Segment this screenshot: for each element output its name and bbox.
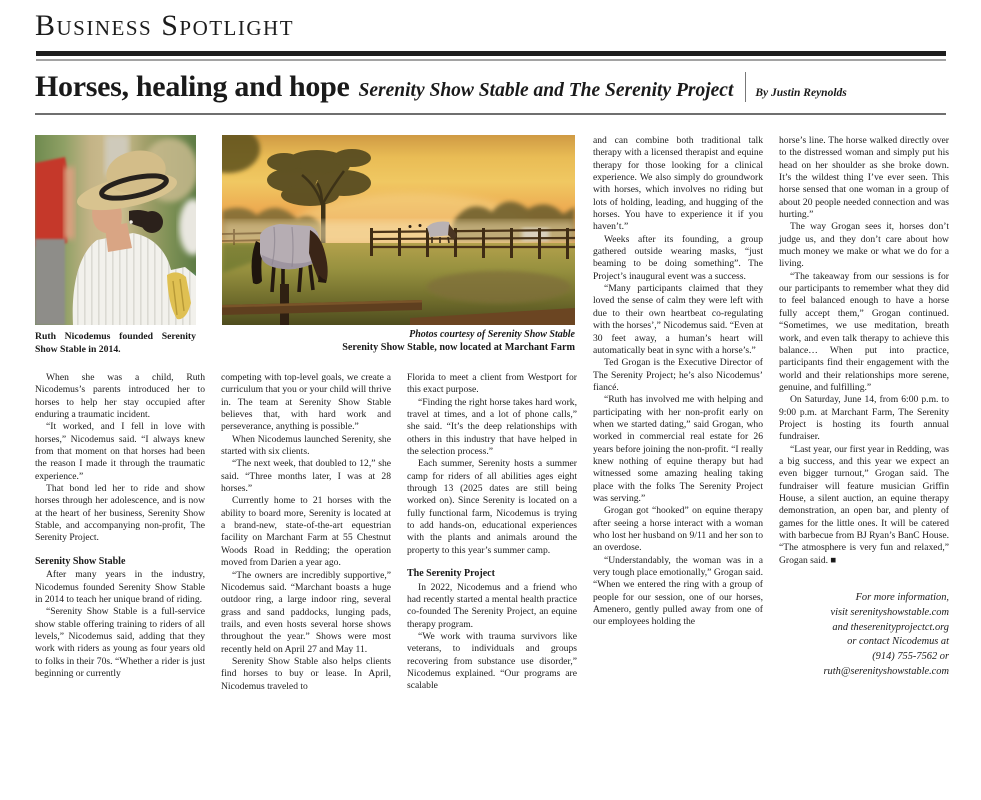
contact-line: and theserenityprojectct.org — [832, 621, 949, 633]
photo-left-caption: Ruth Nicodemus founded Serenity Show Stable in 2014. — [35, 331, 196, 355]
article-column-4 — [593, 135, 763, 629]
article-paragraph: “Finding the right horse takes hard work, travel at times, and a lot of phone calls,” she said. “It’s the deep relationships with others in this industry that have helped in the selection process.” — [407, 396, 577, 458]
headline-rule — [35, 113, 946, 115]
article-paragraph: “It worked, and I fell in love with horses,” Nicodemus said. “I always knew from that moment on that horses had been the reason I made it through the traumatic experience.” — [35, 421, 205, 482]
article-paragraph: When she was a child, Ruth Nicodemus’s parents introduced her to horses to help her stay occupied after enduring a traumatic incident. — [35, 372, 205, 421]
section-title: Business Spotlight — [35, 9, 295, 42]
article-paragraph: “The next week, that doubled to 12,” she said. “Three months later, I was at 28 horses.” — [221, 458, 391, 495]
article-paragraph: Florida to meet a client from Westport for this exact purpose. — [407, 372, 577, 396]
article-column-1 — [35, 372, 205, 680]
article-paragraph: When Nicodemus launched Serenity, she started with six clients. — [221, 433, 391, 458]
masthead-rule-thin — [36, 59, 946, 61]
contact-info — [779, 591, 949, 680]
article-paragraph: horse’s line. The horse walked directly over to the distressed woman and simply put his head on her shoulder as she broke down. It’s the wildest thing I’ve ever seen. This horse sensed that one woman in a group of about 20 people needed connection and was hurting.” — [779, 135, 949, 221]
article-paragraph: Each summer, Serenity hosts a summer camp for riders of all abilities ages eight through 13 (2025 dates are still being worked on). Since Serenity is located on a fully functional farm, Nicodemus is trying to add hands-on, educational experiences with the plants and animals around the property to this year’s summer camp. — [407, 458, 577, 556]
contact-line: ruth@serenityshowstable.com — [823, 666, 949, 678]
article-paragraph: Serenity Show Stable also helps clients find horses to buy or lease. In April, Nicodemus traveled to — [221, 655, 391, 692]
ruth-photo-illustration — [35, 135, 196, 325]
byline-divider — [745, 72, 746, 102]
section-subhead: Serenity Show Stable — [35, 555, 126, 567]
contact-line: or contact Nicodemus at — [847, 636, 949, 648]
article-paragraph: “Many participants claimed that they loved the sense of calm they were left with due to their own heartbeat co-regulating with the horses’,” Nicodemus said. “Even at 30 feet away, a human’s heart will automatically beat in sync with a horse’s.” — [593, 283, 763, 356]
section-subhead: The Serenity Project — [407, 568, 495, 580]
article-paragraph: Grogan got “hooked” on equine therapy after seeing a horse interact with a woman who lost her husband on 9/11 and her son to an overdose. — [593, 505, 763, 554]
stable-photo-illustration — [222, 135, 575, 325]
contact-line: visit serenityshowstable.com — [830, 606, 949, 618]
article-paragraph: “The owners are incredibly supportive,” Nicodemus said. “Marchant boasts a huge outdoor ring, a large indoor ring, several grass and sand paddocks, lunging pads, trails, and even hosts several horse shows throughout the year.” Shows were most recently held on April 27 and May 11. — [221, 569, 391, 655]
article-column-5 — [779, 135, 949, 680]
byline: By Justin Reynolds — [755, 87, 847, 99]
article-paragraph: Weeks after its founding, a group gathered outside wearing masks, “just beaming to be doing something”. The Project’s inaugural event was a success. — [593, 233, 763, 282]
article-headline: Horses, healing and hope — [35, 70, 350, 103]
article-paragraph: competing with top-level goals, we create a curriculum that you or your child will thrive in. The team at Serenity Show Stable believes that, with hard work and perseverance, anything is possible.” — [221, 372, 391, 433]
masthead-rule-thick — [36, 51, 946, 56]
article-paragraph: “The takeaway from our sessions is for our participants to remember what they did to feel balanced enough to have a horse fully accept them,” Grogan continued. “Sometimes, we use meditation, breath work, and even talk therapy to achieve this balance… When put into practice, participants find their engagement with the world and their relationships more serene, genuine, and fulfilling.” — [779, 270, 949, 393]
article-paragraph: “Ruth has involved me with helping and participating with her non-profit early on when we started dating,” said Grogan, who worked in commercial real estate for 26 years before joining the non-profit. “I really knew nothing of equine therapy but had witnessed some amazing healing taking place with the folks The Serenity Project was serving.” — [593, 394, 763, 504]
contact-line: For more information, — [855, 592, 949, 604]
article-paragraph: Ted Grogan is the Executive Director of The Serenity Project; he’s also Nicodemus’ fiancé. — [593, 357, 763, 393]
article-paragraph: and can combine both traditional talk therapy with a licensed therapist and equine therapy for those looking for a clinical experience. We also simply do groundwork with horses, which involves no riding but lots of holding, leading, and hugging of the horses. You have to experience it if you haven’t.” — [593, 135, 763, 233]
article-paragraph: After many years in the industry, Nicodemus founded Serenity Show Stable in 2014 to teach her unique brand of riding. — [35, 569, 205, 605]
article-paragraph: The way Grogan sees it, horses don’t judge us, and they don’t care about how much money we make or what we do for a living. — [779, 221, 949, 270]
article-subtitle: Serenity Show Stable and The Serenity Project — [358, 80, 734, 101]
article-paragraph: “Understandably, the woman was in a very tough place emotionally,” Grogan said. “When we entered the ring with a group of people for our session, one of our horses, Amenero, gently pulled away from one of our employees holding the — [593, 554, 763, 628]
article-paragraph: “Last year, our first year in Redding, was a big success, and this year we expect an even bigger turnout,” Grogan said. The fundraiser will feature musician Griffin House, a silent auction, an equine therapy demonstration, an open bar, and plenty of games for the little ones. It will be catered with barbecue from BJ Ryan’s BanC House. “The atmosphere is very fun and relaxed,” Grogan said. ■ — [779, 443, 949, 566]
article-paragraph: On Saturday, June 14, from 6:00 p.m. to 9:00 p.m. at Marchant Farm, The Serenity Project is hosting its fourth annual fundraiser. — [779, 394, 949, 443]
headline-row — [35, 70, 951, 104]
article-paragraph: In 2022, Nicodemus and a friend who had recently started a mental health practice co-founded The Serenity Project, an equine therapy program. — [407, 581, 577, 630]
photo-credit: Photos courtesy of Serenity Show Stable — [409, 329, 575, 340]
article-paragraph: “Serenity Show Stable is a full-service show stable offering training to riders of all levels,” Nicodemus said, adding that they work with riders as young as four years old to folks in their 70s. “Whether a rider is just beginning or currently — [35, 606, 205, 679]
article-paragraph: Currently home to 21 horses with the ability to board more, Serenity is located at a brand-new, state-of-the-art equestrian facility on Marchant Farm at 55 Chestnut Woods Road in Redding; the operation moved from Darien a year ago. — [221, 495, 391, 569]
photo-stable-sunset — [222, 135, 575, 325]
contact-line: (914) 755-7562 or — [872, 651, 949, 663]
article-column-3 — [407, 372, 577, 693]
article-paragraph: That bond led her to ride and show horses through her adolescence, and is now at the heart of her business, Serenity Show Stable, and accompanying non-profit, The Serenity Project. — [35, 483, 205, 544]
photo-center-caption: Serenity Show Stable, now located at Marchant Farm — [342, 342, 575, 353]
photo-ruth-nicodemus — [35, 135, 196, 325]
article-column-2 — [221, 372, 391, 693]
article-paragraph: “We work with trauma survivors like veterans, to individuals and groups recovering from substance use disorder,” Nicodemus explained. “Our programs are scalable — [407, 630, 577, 692]
